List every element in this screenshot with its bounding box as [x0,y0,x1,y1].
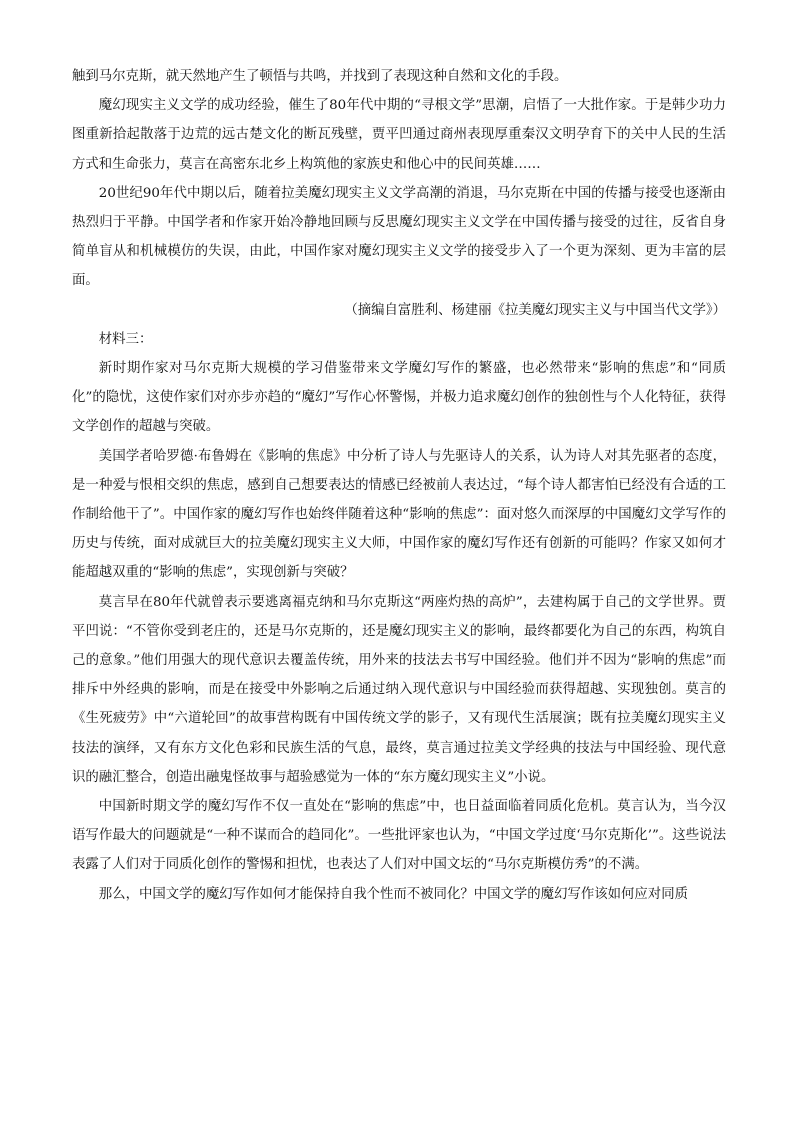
paragraph-homogenization: 中国新时期文学的魔幻写作不仅一直处在“影响的焦虑”中，也日益面临着同质化危机。莫言认为，当今汉语写作最大的问题就是“一种不谋而合的趋同化”。一些批评家也认为，“中国文学过度‘马尔克斯化’”。这些说法表露了人们对于同质化创作的警惕和担忧，也表达了人们对中国文坛的“马尔克斯模仿秀”的不满。 [72,799,726,873]
paragraph-closing: 那么，中国文学的魔幻写作如何才能保持自我个性而不被同化？中国文学的魔幻写作该如何应对同质 [98,886,688,902]
paragraph-mo-yan: 莫言早在80年代就曾表示要逃离福克纳和马尔克斯这“两座灼热的高炉”，去建构属于自己的文学世界。贾平凹说：“不管你受到老庄的，还是马尔克斯的，还是魔幻现实主义的影响，最终都要化为自己的东西，构筑自己的意象。”他们用强大的现代意识去覆盖传统，用外来的技法去书写中国经验。他们并不因为“影响的焦虑”而排斥中外经典的影响，而是在接受中外影响之后通过纳入现代意识与中国经验而获得超越、实现独创。莫言的《生死疲劳》中“六道轮回”的故事营构既有中国传统文学的影子，又有现代生活展演；既有拉美魔幻现实主义技法的演绎，又有东方文化色彩和民族生活的气息，最终，莫言通过拉美文学经典的技法与中国经验、现代意识的融汇整合，创造出融鬼怪故事与超验感觉为一体的“东方魔幻现实主义”小说。 [72,594,726,785]
paragraph-bloom: 美国学者哈罗德·布鲁姆在《影响的焦虑》中分析了诗人与先驱诗人的关系，认为诗人对其先驱者的态度，是一种爱与恨相交织的焦虑，感到自己想要表达的情感已经被前人表达过，“每个诗人都害怕已经没有合适的工作制给他干了”。中国作家的魔幻写作也始终伴随着这种“影响的焦虑”：面对悠久而深厚的中国魔幻文学写作的历史与传统，面对成就巨大的拉美魔幻现实主义大师，中国作家的魔幻写作还有创新的可能吗？作家又如何才能超越双重的“影响的焦虑”，实现创新与突破？ [72,448,726,581]
paragraph-root-seeking: 魔幻现实主义文学的成功经验，催生了80年代中期的“寻根文学”思潮，启悟了一大批作家。于是韩少功力图重新拾起散落于边荒的远古楚文化的断瓦残壁，贾平凹通过商州表现厚重秦汉文明孕育下的关中人民的生活方式和生命张力，莫言在高密东北乡上构筑他的家族史和他心中的民间英雄…… [72,98,726,172]
paragraph-1990s: 20世纪90年代中期以后，随着拉美魔幻现实主义文学高潮的消退，马尔克斯在中国的传播与接受也逐渐由热烈归于平静。中国学者和作家开始冷静地回顾与反思魔幻现实主义文学在中国传播与接受的过往，反省自身简单盲从和机械模仿的失误，由此，中国作家对魔幻现实主义文学的接受步入了一个更为深刻、更为丰富的层面。 [72,185,726,289]
material-3-heading: 材料三： [98,331,153,347]
paragraph-new-era: 新时期作家对马尔克斯大规模的学习借鉴带来文学魔幻写作的繁盛，也必然带来“影响的焦虑”和“同质化”的隐忧，这使作家们对亦步亦趋的“魔幻”写作心怀警惕，并极力追求魔幻创作的独创性与个人化特征，获得文学创作的超越与突破。 [72,361,726,435]
document-page [72,62,726,909]
source-citation: （摘编自富胜利、杨建丽《拉美魔幻现实主义与中国当代文学》） [344,302,726,318]
paragraph-continuation: 触到马尔克斯，就天然地产生了顿悟与共鸣，并找到了表现这种自然和文化的手段。 [72,69,568,84]
